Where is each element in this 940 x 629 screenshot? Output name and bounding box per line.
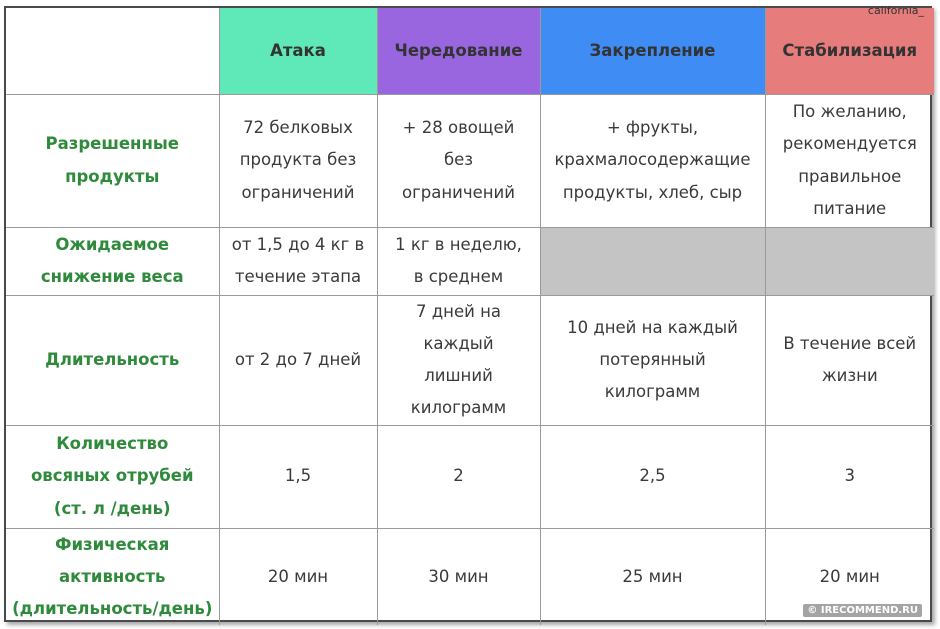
- row-label-expected-weight-loss: Ожидаемое снижение веса: [6, 227, 219, 295]
- header-alternation: Чередование: [377, 8, 540, 94]
- cell-consolidation-physical-activity: 25 мин: [540, 528, 765, 625]
- diet-phases-table-frame: [4, 6, 932, 622]
- cell-stabilization-oat-bran: 3: [765, 425, 934, 528]
- cell-consolidation-expected-weight-loss: [540, 227, 765, 295]
- diet-phases-table: [6, 8, 934, 625]
- cell-alternation-physical-activity: 30 мин: [377, 528, 540, 625]
- cell-attack-physical-activity: 20 мин: [219, 528, 377, 625]
- header-attack: Атака: [219, 8, 377, 94]
- table-row-allowed-products: [6, 94, 934, 227]
- cell-attack-duration: от 2 до 7 дней: [219, 295, 377, 425]
- row-label-physical-activity: Физическая активность (длительность/день): [6, 528, 219, 625]
- row-label-allowed-products: Разрешенные продукты: [6, 94, 219, 227]
- cell-consolidation-duration: 10 дней на каждый потерянный килограмм: [540, 295, 765, 425]
- table-row-physical-activity: [6, 528, 934, 625]
- cell-attack-oat-bran: 1,5: [219, 425, 377, 528]
- cell-attack-allowed-products: 72 белковых продукта без ограничений: [219, 94, 377, 227]
- cell-alternation-oat-bran: 2: [377, 425, 540, 528]
- table-row-expected-weight-loss: [6, 227, 934, 295]
- watermark-top: california_: [867, 4, 924, 17]
- cell-stabilization-physical-activity: 20 мин: [765, 528, 934, 625]
- cell-alternation-duration: 7 дней на каждый лишний килограмм: [377, 295, 540, 425]
- cell-consolidation-allowed-products: + фрукты, крахмалосодержащие продукты, хлеб, сыр: [540, 94, 765, 227]
- cell-stabilization-expected-weight-loss: [765, 227, 934, 295]
- cell-alternation-expected-weight-loss: 1 кг в неделю, в среднем: [377, 227, 540, 295]
- header-corner: [6, 8, 219, 94]
- header-consolidation: Закрепление: [540, 8, 765, 94]
- table-row-duration: [6, 295, 934, 425]
- cell-stabilization-duration: В течение всей жизни: [765, 295, 934, 425]
- cell-attack-expected-weight-loss: от 1,5 до 4 кг в течение этапа: [219, 227, 377, 295]
- cell-stabilization-allowed-products: По желанию, рекомендуется правильное питание: [765, 94, 934, 227]
- watermark-bottom: © IRECOMMEND.RU: [803, 604, 922, 617]
- header-stabilization: Стабилизация: [765, 8, 934, 94]
- cell-consolidation-oat-bran: 2,5: [540, 425, 765, 528]
- table-row-oat-bran: [6, 425, 934, 528]
- cell-alternation-allowed-products: + 28 овощей без ограничений: [377, 94, 540, 227]
- row-label-oat-bran: Количество овсяных отрубей (ст. л /день): [6, 425, 219, 528]
- header-row: [6, 8, 934, 94]
- row-label-duration: Длительность: [6, 295, 219, 425]
